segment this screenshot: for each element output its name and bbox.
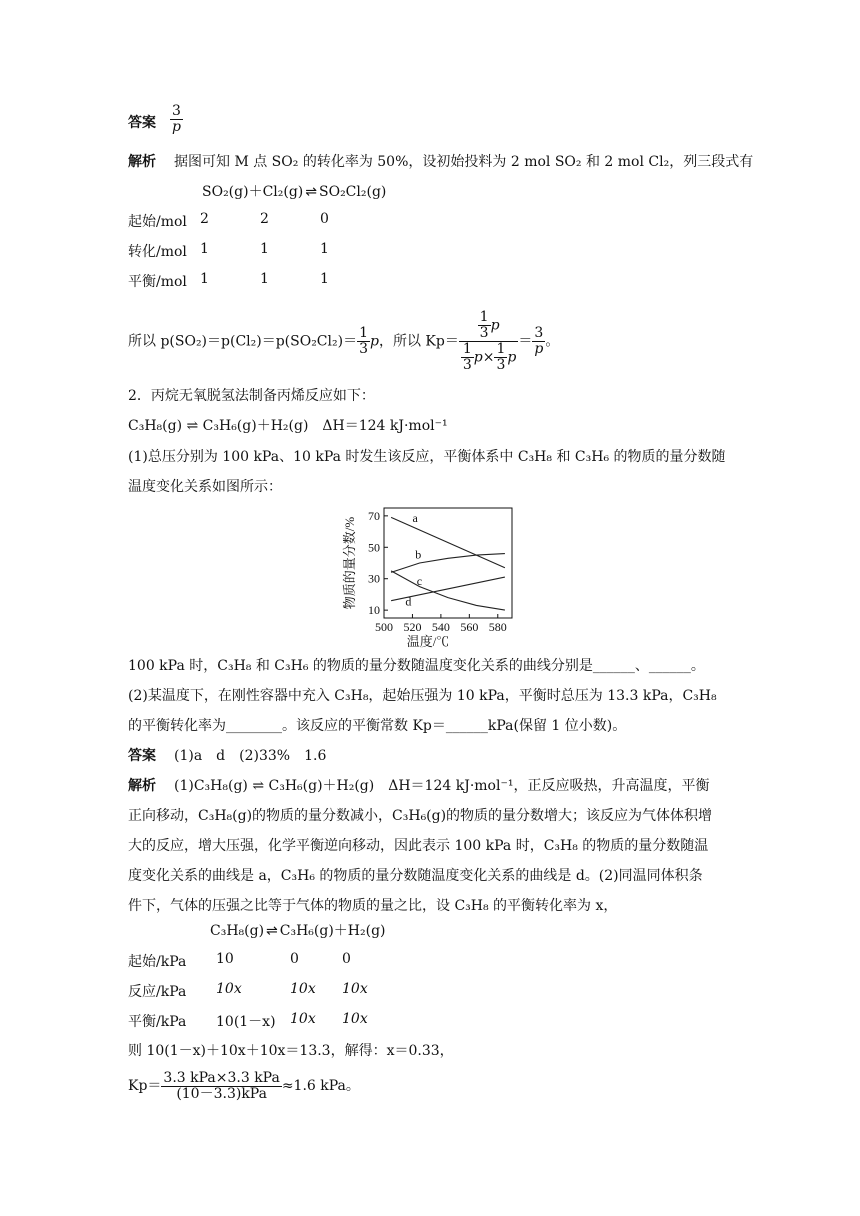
row-cell: 2 [260,211,269,227]
part1-line2: 温度变化关系如图所示： [128,479,282,495]
analysis-line: 件下，气体的压强之比等于气体的物质的量之比，设 C₃H₈ 的平衡转化率为 x， [128,898,618,914]
row-cell: 10x [342,981,368,997]
row-cell: 0 [290,951,299,967]
x-tick-label: 500 [375,620,393,634]
answer-fraction [170,104,183,135]
row-label: 反应/kPa [128,984,187,1000]
y-tick-label: 70 [368,508,380,523]
kp-numerator: 3.3 kPa×3.3 kPa [163,1069,280,1086]
analysis-label: 解析 [128,154,156,170]
conclusion-prefix: 所以 p(SO₂)＝p(Cl₂)＝p(SO₂Cl₂)＝ [128,333,358,350]
row-label: 平衡/mol [128,274,187,290]
row-cell: 10x [290,1011,316,1027]
equation-2-left: C₃H₈(g) [210,923,265,939]
kp-result: ≈1.6 kPa。 [281,1078,360,1094]
kp-prefix: Kp＝ [128,1078,162,1094]
equation-2-right: C₃H₆(g)＋H₂(g) [279,923,386,939]
series-label-a: a [412,511,418,526]
question-2-title: 2．丙烷无氧脱氢法制备丙烯反应如下： [128,388,375,404]
kp-calculation [128,1066,360,1106]
analysis-line: 大的反应，增大压强，化学平衡逆向移动，因此表示 100 kPa 时，C₃H₈ 的物质的量分数随温 [128,838,709,854]
kp-denominator: (10－3.3)kPa [176,1085,267,1102]
row-cell: 2 [200,211,209,227]
answer-numerator: 3 [170,104,183,120]
x-tick-label: 560 [460,620,479,634]
equation-1 [202,182,386,202]
x-tick-label: 520 [403,620,422,634]
solve-line: 则 10(1－x)＋10x＋10x＝13.3，解得：x＝0.33， [128,1043,454,1059]
equilibrium-arrow-icon: ⇌ [266,923,278,939]
y-tick-label: 30 [368,571,380,586]
part2-line2: 的平衡转化率为________。该反应的平衡常数 Kp＝______kPa(保留 1 位小数)。 [128,718,627,734]
answer-denominator: p [172,119,181,135]
equilibrium-arrow-icon: ⇌ [305,184,317,200]
conclusion-end: 。 [545,333,560,350]
series-label-c: c [416,574,423,588]
x-tick-label: 540 [431,620,450,634]
answer-label: 答案 [128,115,156,131]
analysis-line: 正向移动，C₃H₈(g)的物质的量分数减小，C₃H₆(g)的物质的量分数增大；该反应为气体体积增 [128,808,713,824]
row-cell: 10x [290,981,316,997]
row-cell: 1 [200,271,209,287]
y-axis-label: 物质的量分数/% [342,516,357,610]
row-cell: 1 [260,241,269,257]
conclusion-mid: 所以 Kp＝ [392,333,459,350]
equation-1-right: SO₂Cl₂(g) [319,184,387,200]
conclusion-line: 所以 p(SO₂)＝p(Cl₂)＝p(SO₂Cl₂)＝ $\frac{1}{3}$ p，所以 Kp＝ $\frac{1}{3}$ p $\frac{1}{3}$ p× $\frac{1}{3}$ p ＝ $\frac{3}{p}$ 。 [128,309,560,373]
series-line-b [391,554,505,573]
row-cell: 0 [342,951,351,967]
row-cell: 0 [320,211,329,227]
series-line-a [391,517,505,567]
x-tick-label: 580 [488,620,507,634]
series-label-b: b [415,547,422,562]
equation-1-left: SO₂(g)＋Cl₂(g) [202,184,304,200]
row-cell: 10x [342,1011,368,1027]
row-label: 起始/mol [128,214,187,230]
equation-2 [210,921,386,941]
analysis-text: 据图可知 M 点 SO₂ 的转化率为 50%，设初始投料为 2 mol SO₂ 和 2 mol Cl₂，列三段式有 [174,154,754,170]
row-label: 起始/kPa [128,954,187,970]
row-cell: 10x [216,981,242,997]
plot-frame [384,508,512,618]
row-cell: 1 [200,241,209,257]
answer-text-2: (1)a d (2)33% 1.6 [174,748,327,764]
analysis-line: (1)C₃H₈(g) ⇌ C₃H₆(g)＋H₂(g) ΔH＝124 kJ·mol⁻¹，正反应吸热，升高温度，平衡 [174,778,710,794]
row-label: 平衡/kPa [128,1014,187,1030]
after-chart-question: 100 kPa 时，C₃H₈ 和 C₃H₆ 的物质的量分数随温度变化关系的曲线分别是______、______。 [128,658,705,674]
row-label: 转化/mol [128,244,187,260]
row-cell: 10(1－x) [216,1014,276,1030]
row-cell: 1 [260,271,269,287]
y-tick-label: 10 [368,603,380,618]
question-2-reaction: C₃H₈(g) ⇌ C₃H₆(g)＋H₂(g) ΔH＝124 kJ·mol⁻¹ [128,418,448,434]
mole-fraction-chart [336,500,526,650]
y-tick-label: 50 [368,540,380,555]
row-cell: 1 [320,271,329,287]
x-axis-label: 温度/℃ [406,634,450,649]
answer-label-2: 答案 [128,748,156,764]
row-cell: 10 [216,951,234,967]
analysis-line: 度变化关系的曲线是 a，C₃H₆ 的物质的量分数随温度变化关系的曲线是 d。(2)同温同体积条 [128,868,703,884]
part2-line1: (2)某温度下，在刚性容器中充入 C₃H₈，起始压强为 10 kPa，平衡时总压为 13.3 kPa，C₃H₈ [128,688,717,704]
analysis-label-2: 解析 [128,778,156,794]
row-cell: 1 [320,241,329,257]
part1-line1: (1)总压分别为 100 kPa、10 kPa 时发生该反应，平衡体系中 C₃H₈ 和 C₃H₆ 的物质的量分数随 [128,449,726,465]
series-label-d: d [405,594,412,609]
